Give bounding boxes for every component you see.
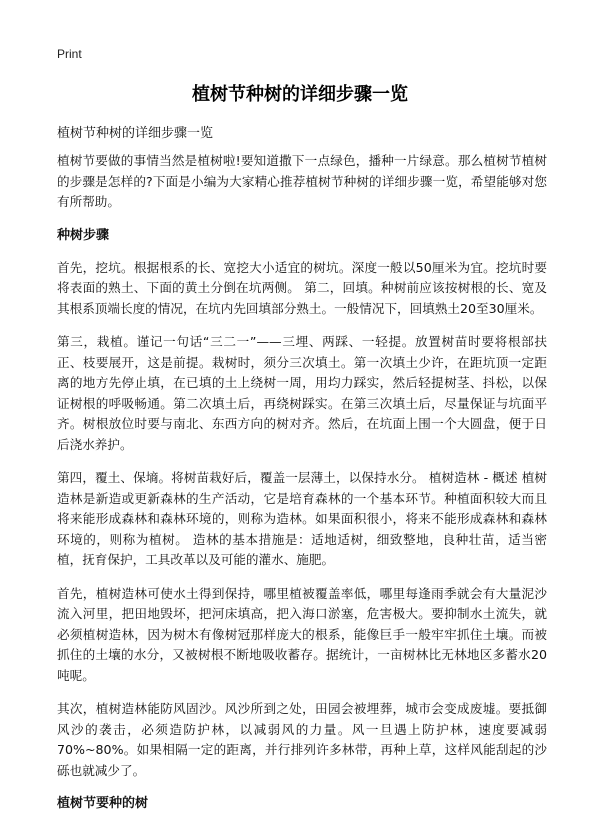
intro-paragraph: 植树节要做的事情当然是植树啦!要知道撒下一点绿色，播种一片绿意。那么植树节植树的步骤是怎样的?下面是小编为大家精心推荐植树节种树的详细步骤一览，希望能够对您有所帮助。 [57,153,547,209]
paragraph-cover-soil: 第四，覆土、保墒。将树苗栽好后，覆盖一层薄土，以保持水分。 植树造林 - 概述 植树造林是新造或更新森林的生产活动，它是培育森林的一个基本环节。种植面积较大而且将来能形成森林和森林环境的，则称为造林。如果面积很小，将来不能形成森林和森林环境的，则称为植树。 造林的基本措施是：适地适树，细致整地，良种壮苗，适当密植，抚育保护，工具改革以及可能的灌水、施肥。 [57,470,547,567]
page-title: 植树节种树的详细步骤一览 [192,84,408,105]
section-heading-trees: 植树节要种的树 [57,796,149,811]
paragraph-planting: 第三，栽植。谨记一句话“三二一”——三埋、两踩、一轻提。放置树苗时要将根部扶正、枝要展开，这是前提。栽树时，须分三次填土。第一次填土少许，在距坑顶一定距离的地方先停止填，在已填的土上绕树一周，用均力踩实，然后轻提树茎、抖松，以保证树根的呼吸畅通。第二次填土后，再绕树踩实。在第三次填土后，尽量保证与坑面平齐。树根放位时要与南北、东西方向的树对齐。然后，在坑面上围一个大圆盘，便于日后浇水养护。 [57,334,547,452]
article-body [57,151,547,826]
paragraph-soil-conservation: 首先，植树造林可使水土得到保持，哪里植被覆盖率低，哪里每逢雨季就会有大量泥沙流入河里，把田地毁坏，把河床填高，把入海口淤塞，危害极大。要抑制水土流失，就必须植树造林，因为树木有像树冠那样庞大的根系，能像巨手一般牢牢抓住土壤。而被抓住的土壤的水分，又被树根不断地吸收蓄存。据统计，一亩树林比无林地区多蓄水20吨呢。 [57,585,547,683]
section-heading-steps: 种树步骤 [57,227,110,243]
paragraph-windbreak: 其次，植树造林能防风固沙。风沙所到之处，田园会被埋葬，城市会变成废墟。要抵御风沙的袭击，必须造防护林，以减弱风的力量。风一旦遇上防护林，速度要减弱70%~80%。如果相隔一定的距离，并行排列许多林带，再种上草，这样风能刮起的沙砾也就减少了。 [57,701,547,778]
article-subtitle: 植树节种树的详细步骤一览 [57,126,214,141]
print-link[interactable]: Print [57,47,82,61]
paragraph-dig-backfill: 首先，挖坑。根据根系的长、宽挖大小适宜的树坑。深度一般以50厘米为宜。挖坑时要将表面的熟土、下面的黄土分倒在坑两侧。 第二，回填。种树前应该按树根的长、宽及其根系顶端长度的情况，在坑内先回填部分熟土。一般情况下，回填熟土20至30厘米。 [57,259,547,316]
